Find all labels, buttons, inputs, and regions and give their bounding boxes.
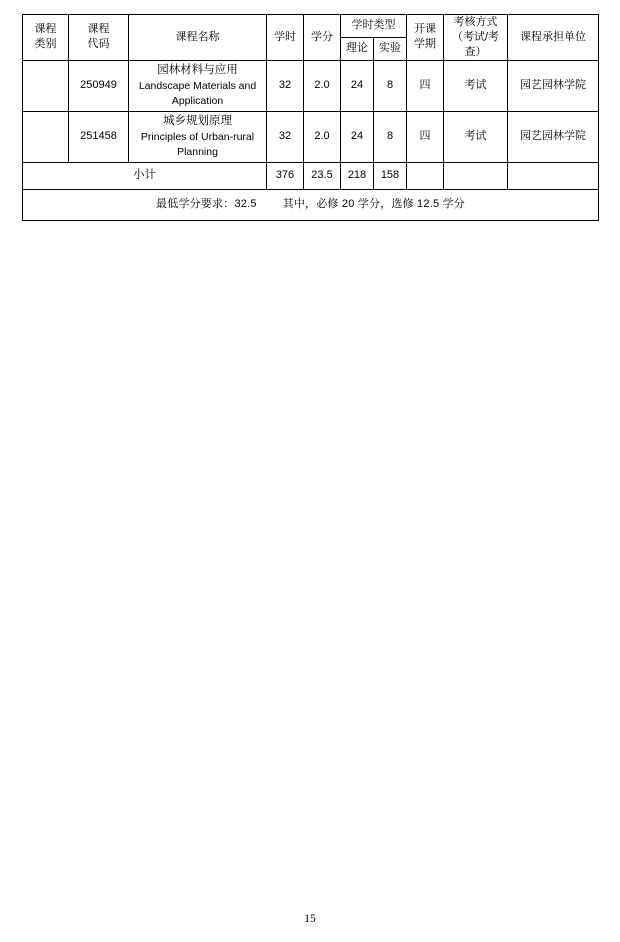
cell-credits: 2.0 xyxy=(304,60,341,111)
subtotal-theory: 218 xyxy=(341,162,374,189)
course-name-cn: 城乡规划原理 xyxy=(163,115,232,128)
course-name-en: Landscape Materials and Application xyxy=(138,80,257,108)
cell-experiment: 8 xyxy=(374,60,407,111)
header-category-line1: 课程 xyxy=(34,23,57,36)
subtotal-label: 小计 xyxy=(23,162,267,189)
header-code xyxy=(69,15,129,61)
table-body xyxy=(23,60,599,220)
subtotal-experiment: 158 xyxy=(374,162,407,189)
course-table xyxy=(22,14,599,221)
cell-term: 四 xyxy=(407,111,444,162)
header-assessment xyxy=(444,15,508,61)
header-code-line2: 代码 xyxy=(87,38,110,51)
credit-requirement-min: 最低学分要求：32.5 xyxy=(156,198,257,211)
table-row xyxy=(23,60,599,111)
cell-hours: 32 xyxy=(267,60,304,111)
header-term-line2: 学期 xyxy=(414,38,436,51)
header-course-name: 课程名称 xyxy=(129,15,267,61)
header-assessment-line2: （考试/考查） xyxy=(451,30,500,58)
header-unit: 课程承担单位 xyxy=(508,15,599,61)
table-header xyxy=(23,15,599,61)
cell-course-code: 251458 xyxy=(69,111,129,162)
table-row xyxy=(23,111,599,162)
header-experiment: 实验 xyxy=(374,37,407,60)
cell-term: 四 xyxy=(407,60,444,111)
subtotal-row xyxy=(23,162,599,189)
credit-requirement-detail: 其中，必修 20 学分，选修 12.5 学分 xyxy=(282,198,465,211)
subtotal-term xyxy=(407,162,444,189)
course-table-container xyxy=(22,14,598,221)
cell-credits: 2.0 xyxy=(304,111,341,162)
cell-theory: 24 xyxy=(341,111,374,162)
subtotal-hours: 376 xyxy=(267,162,304,189)
header-term xyxy=(407,15,444,61)
cell-experiment: 8 xyxy=(374,111,407,162)
header-code-line1: 课程 xyxy=(87,23,110,36)
header-hours: 学时 xyxy=(267,15,304,61)
header-category-line2: 类别 xyxy=(34,38,57,51)
cell-course-name xyxy=(129,60,267,111)
header-theory: 理论 xyxy=(341,37,374,60)
course-name-en: Principles of Urban-rural Planning xyxy=(140,131,255,159)
cell-course-name xyxy=(129,111,267,162)
header-assessment-line1: 考核方式 xyxy=(453,16,498,28)
cell-category xyxy=(23,60,69,111)
cell-assessment: 考试 xyxy=(444,111,508,162)
header-term-line1: 开课 xyxy=(414,23,436,36)
course-name-cn: 园林材料与应用 xyxy=(157,64,238,77)
cell-theory: 24 xyxy=(341,60,374,111)
subtotal-assessment xyxy=(444,162,508,189)
header-credits: 学分 xyxy=(304,15,341,61)
cell-category xyxy=(23,111,69,162)
cell-hours: 32 xyxy=(267,111,304,162)
credit-requirement-cell xyxy=(23,189,599,220)
subtotal-unit xyxy=(508,162,599,189)
subtotal-credits: 23.5 xyxy=(304,162,341,189)
page-number: 15 xyxy=(304,913,316,925)
header-category xyxy=(23,15,69,61)
cell-unit: 园艺园林学院 xyxy=(508,111,599,162)
cell-unit: 园艺园林学院 xyxy=(508,60,599,111)
header-hour-type: 学时类型 xyxy=(341,15,407,38)
header-row-1 xyxy=(23,15,599,38)
credit-requirement-row xyxy=(23,189,599,220)
cell-course-code: 250949 xyxy=(69,60,129,111)
cell-assessment: 考试 xyxy=(444,60,508,111)
